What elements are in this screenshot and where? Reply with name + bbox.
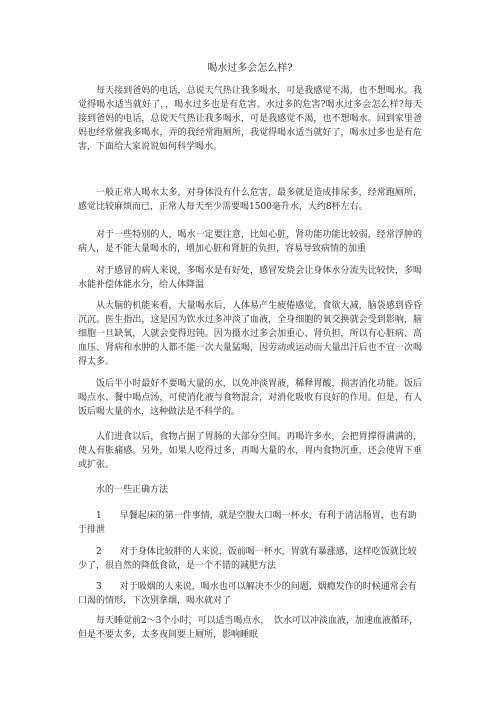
paragraph-brain-function: 从大脑的机能来看，大量喝水后，人体易产生疲倦感觉，食欲大减，脑袋感到昏昏沉沉。医生指出，这是因为饮水过多冲淡了血液，全身细胞的氧交换就会受到影响，脑细胞一旦缺氧，人就会变得迟钝。因为摄水过多会加重心、肾负担，所以有心脏病、高血压、肾病和水肿的人都不能一次大量猛喝，因劳动或运动而大量出汗后也不宜一次喝得太多。 — [78, 301, 422, 367]
paragraph-special-people: 对于一些特别的人，喝水一定要注意，比如心脏，肾功能功能比较弱，经常浮肿的病人，是不能大量喝水的，增加心脏和肾脏的负担，容易导致病情的加重 — [78, 230, 422, 254]
method-item-2: 2 对于身体比较胖的人来说，饭前喝一杯水，胃就有暴涨感，这样吃饭就比较少了，很自然的降低食欲，是一个不错的减肥方法 — [78, 547, 417, 571]
method-item-4: 每天睡觉前2～3个小时，可以适当喝点水， 饮水可以冲淡血液，加速血液循环，但是不要太多，太多夜间要上厕所，影响睡眠 — [78, 616, 418, 640]
paragraph-normal-people: 一般正常人喝水太多，对身体没有什么危害，最多就是造成排尿多，经常跑厕所，感觉比较麻烦而已，正常人每天至少需要喝1500毫升水，大约8杯左右。 — [78, 188, 422, 212]
paragraph-after-meal: 饭后半小时最好不要喝大量的水，以免冲淡胃液，稀释胃酸，损害消化功能。饭后喝点水、餐中喝点汤，可使消化液与食物混合，对消化吸收有良好的作用。但是，有人饭后喝大量的水，这种做法是不科学的。 — [78, 379, 422, 417]
paragraph-stomach: 人们进食以后，食物占据了胃肠的大部分空间。再喝许多水，会把胃撑得满满的，使人有胀痛感。另外，如果人吃得过多，再喝大量的水，胃内食物沉重，还会使胃下垂或扩张。 — [78, 432, 422, 470]
method-item-3: 3 对于吸烟的人来说，喝水也可以解决不少的问题，烟瘾发作的时候通常会有口渴的情形，下次别拿烟，喝水就对了 — [78, 582, 417, 606]
document-title: 喝水过多会怎么样? — [207, 63, 293, 74]
paragraph-cold-patients: 对于感冒的病人来说，多喝水是有好处，感冒发烧会让身体水分流失比较快，多喝水能补偿体能水分，给人体降温 — [78, 266, 422, 290]
method-item-1: 1 早餐起床的第一件事情，就是空腹大口喝一杯水，有利于清洁肠胃，也有助于排泄 — [78, 511, 417, 535]
section-heading-methods: 水的一些正确方法 — [96, 485, 169, 495]
paragraph-intro: 每天接到爸妈的电话，总说天气热让我多喝水，可是我感觉不渴，也不想喝水。我觉得喝水适当就好了，，喝水过多也是有危害。水过多的危害?喝水过多会怎么样?每天接到爸妈的电话，总说天气热让我多喝水，可是我感觉不渴，也不想喝水。回到家里爸妈也经常催我多喝水，弄的我经常跑厕所，我觉得喝水适当就好了，喝水过多也是有危害，下面给大家说说如何科学喝水。 — [78, 86, 422, 152]
